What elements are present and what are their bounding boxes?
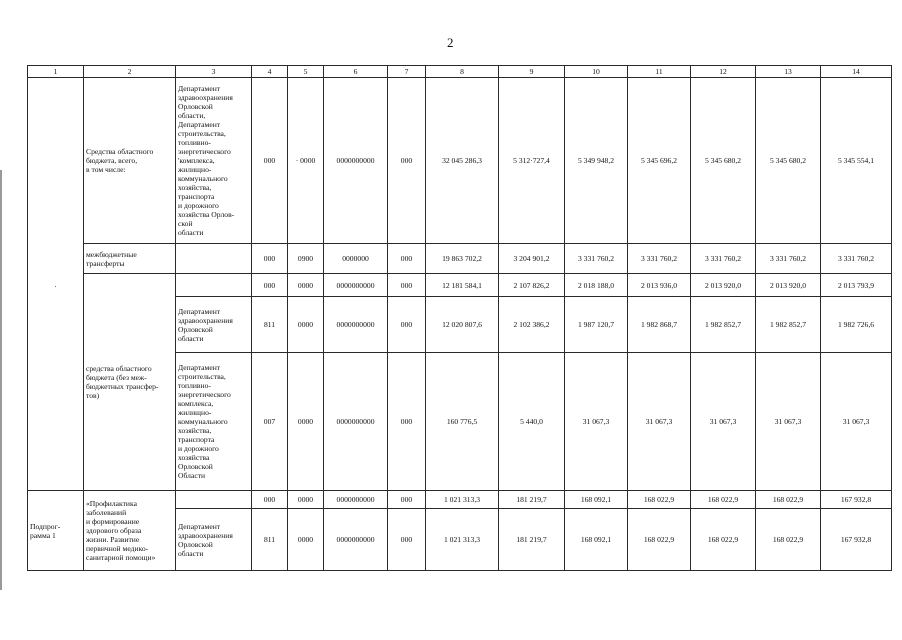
code-cell: 000 [388,491,426,509]
value-cell: 1 021 313,3 [426,509,499,571]
table-row [28,244,892,274]
column-header: 14 [821,66,892,78]
executor-cell: Департамент здравоохранения Орловской области [176,509,252,571]
value-cell: 1 982 868,7 [628,297,691,353]
code-cell: 000 [252,78,288,244]
value-cell: 3 331 760,2 [691,244,756,274]
value-cell: 3 204 901,2 [499,244,565,274]
column-header: 2 [84,66,176,78]
code-cell: 0900 [288,244,324,274]
table-row [28,78,892,244]
value-cell: 2 013 936,0 [628,274,691,297]
value-cell: 168 022,9 [628,509,691,571]
code-cell: 0000000000 [324,297,388,353]
code-cell: 0000 [288,353,324,491]
table-row [28,274,892,297]
value-cell: 5 312·727,4 [499,78,565,244]
code-cell: 811 [252,509,288,571]
executor-cell: Департамент строительства, топливно- энергетического комплекса, жилищно- коммунального хозяйства, транспорта и дорожного хозяйства Орловской Области [176,353,252,491]
code-cell: 0000000000 [324,491,388,509]
column-number-row [28,66,892,78]
column-header: 12 [691,66,756,78]
code-cell: · 0000 [288,78,324,244]
value-cell: 168 022,9 [691,491,756,509]
value-cell: 2 018 188,0 [565,274,628,297]
code-cell: 000 [252,274,288,297]
value-cell: 168 092,1 [565,491,628,509]
value-cell: 31 067,3 [565,353,628,491]
code-cell: 0000000000 [324,274,388,297]
column-header: 5 [288,66,324,78]
value-cell: 5 349 948,2 [565,78,628,244]
value-cell: 5 440,0 [499,353,565,491]
value-cell: 167 932,8 [821,491,892,509]
code-cell: 000 [388,509,426,571]
value-cell: 2 013 920,0 [756,274,821,297]
code-cell: 0000000000 [324,509,388,571]
executor-cell [176,491,252,509]
executor-cell: Департамент здравоохранения Орловской области [176,297,252,353]
column-header: 11 [628,66,691,78]
code-cell: 0000 [288,491,324,509]
column-header: 10 [565,66,628,78]
code-cell: 0000000000 [324,353,388,491]
stray-mark: . [54,279,57,289]
value-cell: 5 345 696,2 [628,78,691,244]
executor-cell [176,274,252,297]
value-cell: 19 863 702,2 [426,244,499,274]
funding-source-cell: «Профилактика заболеваний и формирование здорового образа жизни. Развитие первичной медико- санитарной помощи» [84,491,176,571]
value-cell: 12 181 584,1 [426,274,499,297]
value-cell: 167 932,8 [821,509,892,571]
value-cell: 160 776,5 [426,353,499,491]
funding-source-cell: межбюджетные трансферты [84,244,176,274]
funding-source-cell: средства областного бюджета (без меж- бюджетных трансфер- тов) [84,274,176,491]
code-cell: 0000 [288,297,324,353]
scan-edge-shadow [0,170,2,590]
value-cell: 31 067,3 [821,353,892,491]
value-cell: 3 331 760,2 [628,244,691,274]
value-cell: 168 022,9 [628,491,691,509]
value-cell: 3 331 760,2 [821,244,892,274]
code-cell: 0000000000 [324,78,388,244]
value-cell: 3 331 760,2 [565,244,628,274]
executor-cell: Департамент здравоохранения Орловской области, Департамент строительства, топливно- энергетического 'комплекса, жилищно- коммунального хозяйства, транспорта и дорожного хозяйства Орлов- ской области [176,78,252,244]
value-cell: 168 022,9 [691,509,756,571]
page-number: 2 [447,35,454,50]
value-cell: 1 982 852,7 [691,297,756,353]
value-cell: 32 045 286,3 [426,78,499,244]
code-cell: 000 [388,297,426,353]
value-cell: 168 092,1 [565,509,628,571]
value-cell: 5 345 554,1 [821,78,892,244]
program-cell: Подпрог- рамма 1 [28,491,84,571]
value-cell: 3 331 760,2 [756,244,821,274]
value-cell: 1 021 313,3 [426,491,499,509]
value-cell: 12 020 807,6 [426,297,499,353]
value-cell: 2 102 386,2 [499,297,565,353]
code-cell: 007 [252,353,288,491]
value-cell: 5 345 680,2 [691,78,756,244]
value-cell: 1 982 852,7 [756,297,821,353]
column-header: 9 [499,66,565,78]
code-cell: 000 [388,78,426,244]
budget-table [27,65,892,571]
code-cell: 000 [388,353,426,491]
value-cell: 2 107 826,2 [499,274,565,297]
code-cell: 000 [388,244,426,274]
code-cell: 000 [252,491,288,509]
value-cell: 181 219,7 [499,491,565,509]
column-header: 3 [176,66,252,78]
column-header: 4 [252,66,288,78]
value-cell: 168 022,9 [756,491,821,509]
value-cell: 181 219,7 [499,509,565,571]
column-header: 6 [324,66,388,78]
value-cell: 31 067,3 [628,353,691,491]
code-cell: 0000 [288,509,324,571]
code-cell: 811 [252,297,288,353]
column-header: 1 [28,66,84,78]
column-header: 13 [756,66,821,78]
code-cell: 000 [252,244,288,274]
code-cell: 0000000 [324,244,388,274]
funding-source-cell: Средства областного бюджета, всего, в том числе: [84,78,176,244]
value-cell: 2 013 920,0 [691,274,756,297]
program-cell [28,78,84,491]
value-cell: 1 987 120,7 [565,297,628,353]
executor-cell [176,244,252,274]
column-header: 8 [426,66,499,78]
value-cell: 31 067,3 [756,353,821,491]
value-cell: 31 067,3 [691,353,756,491]
code-cell: 0000 [288,274,324,297]
code-cell: 000 [388,274,426,297]
table-row [28,491,892,509]
value-cell: 2 013 793,9 [821,274,892,297]
value-cell: 5 345 680,2 [756,78,821,244]
value-cell: 1 982 726,6 [821,297,892,353]
column-header: 7 [388,66,426,78]
value-cell: 168 022,9 [756,509,821,571]
